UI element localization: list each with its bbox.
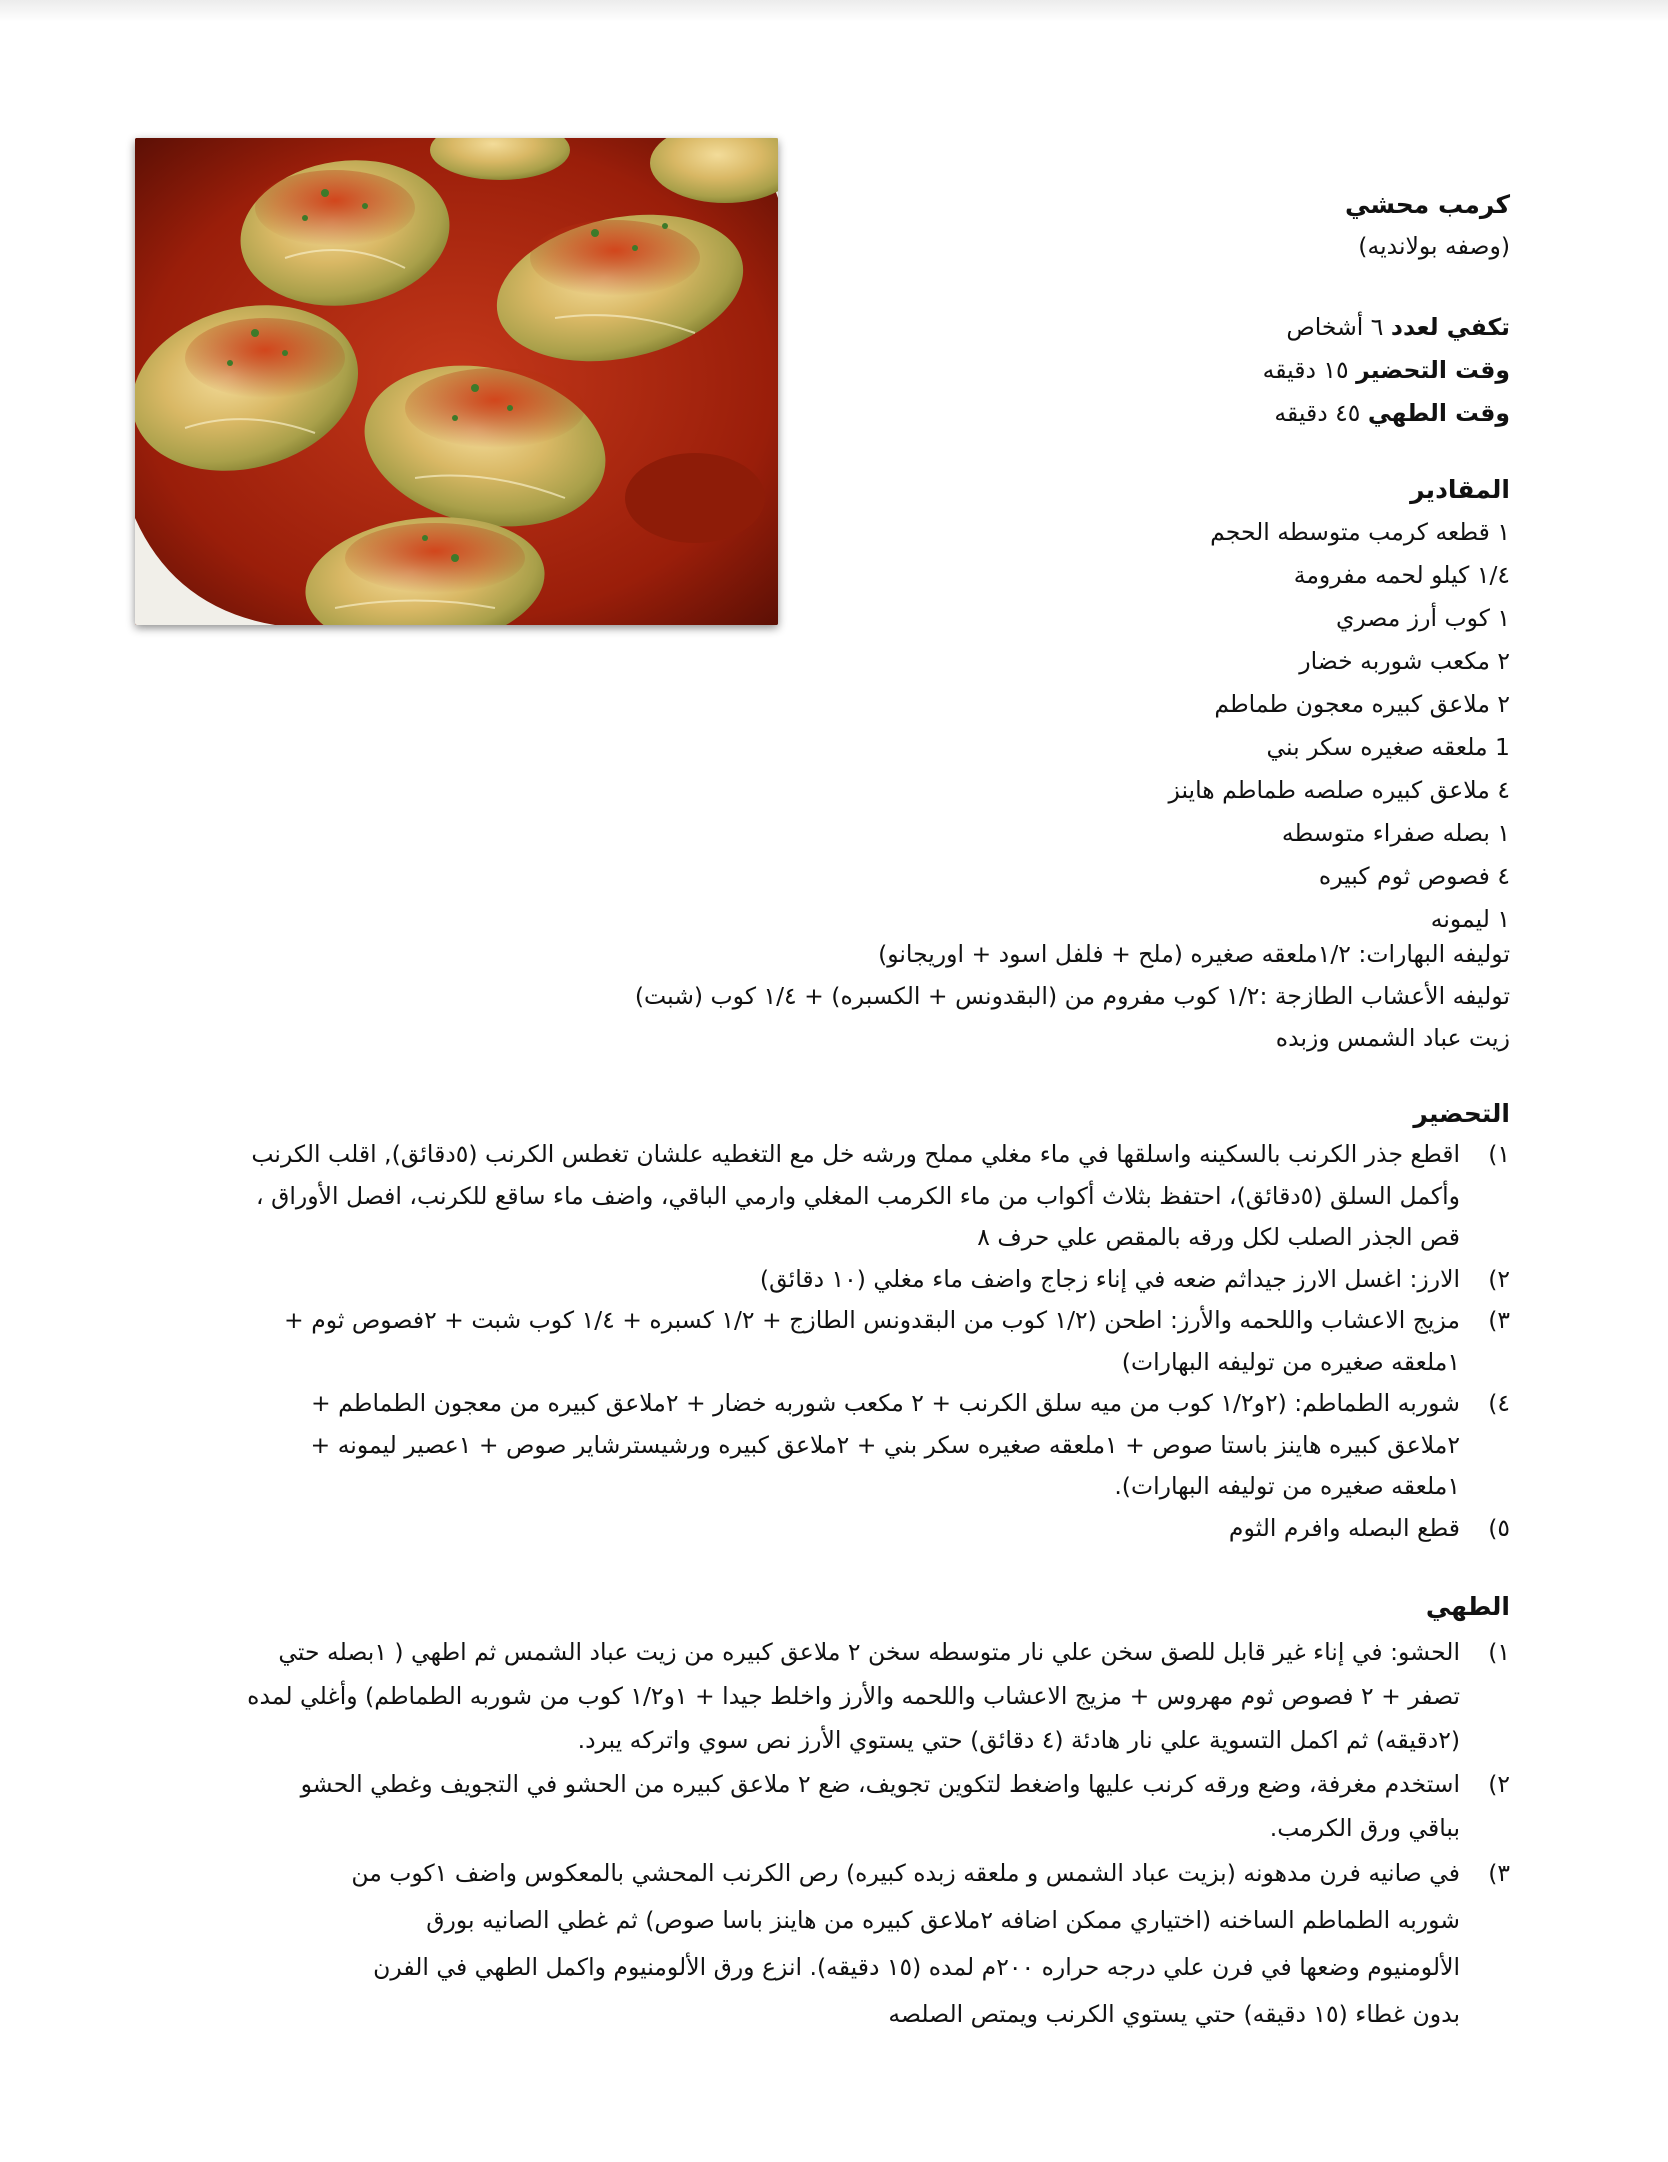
preparation-heading: التحضير bbox=[1413, 1099, 1510, 1128]
ingredient-item: زيت عباد الشمس وزبده bbox=[1275, 1024, 1510, 1052]
step-line: استخدم مغرفة، وضع ورقه كرنب عليها واضغط لتكوين تجويف، ضع ٢ ملاعق كبيره من الحشو في التجويف وغطي الحشو bbox=[300, 1770, 1460, 1798]
prep-step bbox=[180, 1134, 1510, 1259]
ingredient-item: ٤ فصوص ثوم كبيره bbox=[1318, 862, 1510, 890]
step-number: ٢) bbox=[1488, 1264, 1510, 1293]
cabbage-rolls-illustration bbox=[135, 138, 778, 625]
spice-blend-line: توليفه البهارات: ١/٢ملعقه صغيره (ملح + فلفل اسود + اوريجانو) bbox=[878, 940, 1510, 968]
step-line: في صانيه فرن مدهونه (بزيت عباد الشمس و ملعقه زبده كبيره) رص الكرنب المحشي بالمعكوس واضف ١كوب من bbox=[351, 1859, 1460, 1887]
cooking-steps bbox=[180, 1630, 1510, 2038]
recipe-title: كرمب محشي bbox=[1345, 190, 1510, 219]
prep-step bbox=[180, 1383, 1510, 1508]
cook-step bbox=[180, 1630, 1510, 1762]
step-number: ١) bbox=[1488, 1140, 1510, 1168]
prep-time-line bbox=[1263, 349, 1510, 392]
step-line: ١ملعقه صغيره من توليفه البهارات). bbox=[1114, 1472, 1460, 1500]
cook-step bbox=[180, 1850, 1510, 2038]
step-number: ٤) bbox=[1488, 1389, 1510, 1417]
ingredient-item: ١ قطعه كرمب متوسطه الحجم bbox=[1210, 518, 1510, 546]
herb-blend-line: توليفه الأعشاب الطازجة :١/٢ كوب مفروم من (البقدونس + الكسبره) + ١/٤ كوب (شبت) bbox=[634, 982, 1510, 1010]
page-top-shadow bbox=[0, 0, 1668, 22]
serves-line bbox=[1286, 306, 1510, 349]
step-line: قطع البصله وافرم الثوم bbox=[1228, 1513, 1460, 1542]
step-line: قص الجذر الصلب لكل ورقه بالمقص علي حرف ٨ bbox=[977, 1223, 1460, 1251]
step-line: ٢ملاعق كبيره هاينز باستا صوص + ١ملعقه صغيره سكر بني + ٢ملاعق كبيره ورشيسترشاير صوص + ١عصير ليمونه + bbox=[310, 1430, 1460, 1459]
serves-label: تكفي لعدد bbox=[1390, 313, 1510, 341]
ingredients-heading: المقادير bbox=[1410, 475, 1510, 504]
ingredient-item: ٢ ملاعق كبيره معجون طماطم bbox=[1214, 690, 1510, 718]
ingredient-item: ٢ مكعب شوربه خضار bbox=[1299, 647, 1510, 675]
cook-time-value: ٤٥ دقيقه bbox=[1274, 399, 1361, 427]
step-line: الحشو: في إناء غير قابل للصق سخن علي نار متوسطه سخن ٢ ملاعق كبيره من زيت عباد الشمس ثم اطهي ( ١بصله حتي bbox=[278, 1638, 1460, 1666]
serves-value: ٦ أشخاص bbox=[1286, 313, 1384, 341]
step-number: ١) bbox=[1488, 1638, 1510, 1666]
step-line: الألومنيوم وضعها في فرن علي درجه حراره ٢٠٠م لمده (١٥ دقيقه). انزع ورق الألومنيوم واكمل الطهي في الفرن bbox=[373, 1953, 1460, 1981]
ingredient-item: ١/٤ كيلو لحمه مفرومة bbox=[1293, 561, 1510, 589]
step-line: (٢دقيقه) ثم اكمل التسوية علي نار هادئة (٤ دقائق) حتي يستوي الأرز نص سوي واتركه يبرد. bbox=[577, 1726, 1460, 1754]
recipe-photo bbox=[135, 138, 778, 625]
ingredient-item: ١ بصله صفراء متوسطه bbox=[1281, 819, 1510, 847]
step-line: شوربه الطماطم الساخنه (اختياري ممكن اضافه ٢ملاعق كبيره من هاينز باسا صوص) ثم غطي الصانيه بورق bbox=[426, 1906, 1460, 1934]
step-line: تصفر + ٢ فصوص ثوم مهروس + مزيج الاعشاب واللحمه والأرز واخلط جيدا + ١و١/٢ كوب من شوربه الطماطم) وأغلي لمده bbox=[247, 1682, 1460, 1710]
step-line: مزيج الاعشاب واللحمه والأرز: اطحن (١/٢ كوب من البقدونس الطازج + ١/٢ كسبره + ١/٤ كوب شبت + ٢فصوص ثوم + bbox=[284, 1306, 1460, 1334]
ingredient-item: ٤ ملاعق كبيره صلصه طماطم هاينز bbox=[1168, 776, 1510, 804]
ingredient-item: ١ ليمونه bbox=[1430, 905, 1510, 933]
step-line: بباقي ورق الكرمب. bbox=[1269, 1814, 1460, 1842]
step-number: ٣) bbox=[1488, 1859, 1510, 1887]
ingredient-item: ١ كوب أرز مصري bbox=[1335, 604, 1510, 632]
step-number: ٣) bbox=[1488, 1306, 1510, 1334]
prep-step bbox=[180, 1259, 1510, 1301]
cooking-heading: الطهي bbox=[1425, 1592, 1510, 1621]
prep-time-label: وقت التحضير bbox=[1356, 356, 1510, 384]
prep-time-value: ١٥ دقيقه bbox=[1262, 356, 1349, 384]
cook-step bbox=[180, 1762, 1510, 1850]
cook-time-line bbox=[1274, 392, 1510, 435]
ingredient-item: 1 ملعقه صغيره سكر بني bbox=[1266, 733, 1510, 761]
preparation-steps bbox=[180, 1134, 1510, 1549]
cook-time-label: وقت الطهي bbox=[1367, 399, 1510, 427]
step-line: الارز: اغسل الارز جيداثم ضعه في إناء زجاج واضف ماء مغلي (١٠ دقائق) bbox=[759, 1264, 1460, 1293]
prep-step bbox=[180, 1508, 1510, 1550]
step-line: شوربه الطماطم: (٢و١/٢ كوب من ميه سلق الكرنب + ٢ مكعب شوربه خضار + ٢ملاعق كبيره من معجون الطماطم + bbox=[310, 1389, 1460, 1417]
step-number: ٥) bbox=[1488, 1513, 1510, 1542]
recipe-subtitle: (وصفه بولانديه) bbox=[1358, 232, 1510, 260]
step-line: اقطع جذر الكرنب بالسكينه واسلقها في ماء مغلي مملح ورشه خل مع التغطيه علشان تغطس الكرنب (٥دقائق), اقلب الكرنب bbox=[251, 1140, 1460, 1168]
prep-step bbox=[180, 1300, 1510, 1383]
step-line: ١ملعقه صغيره من توليفه البهارات) bbox=[1121, 1347, 1460, 1376]
step-line: وأكمل السلق (٥دقائق)، احتفظ بثلاث أكواب من ماء الكرمب المغلي وارمي الباقي، واضف ماء ساقع للكرنب، افصل الأوراق ، bbox=[256, 1181, 1460, 1210]
step-line: بدون غطاء (١٥ دقيقه) حتي يستوي الكرنب ويمتص الصلصه bbox=[888, 2000, 1460, 2028]
step-number: ٢) bbox=[1488, 1770, 1510, 1798]
